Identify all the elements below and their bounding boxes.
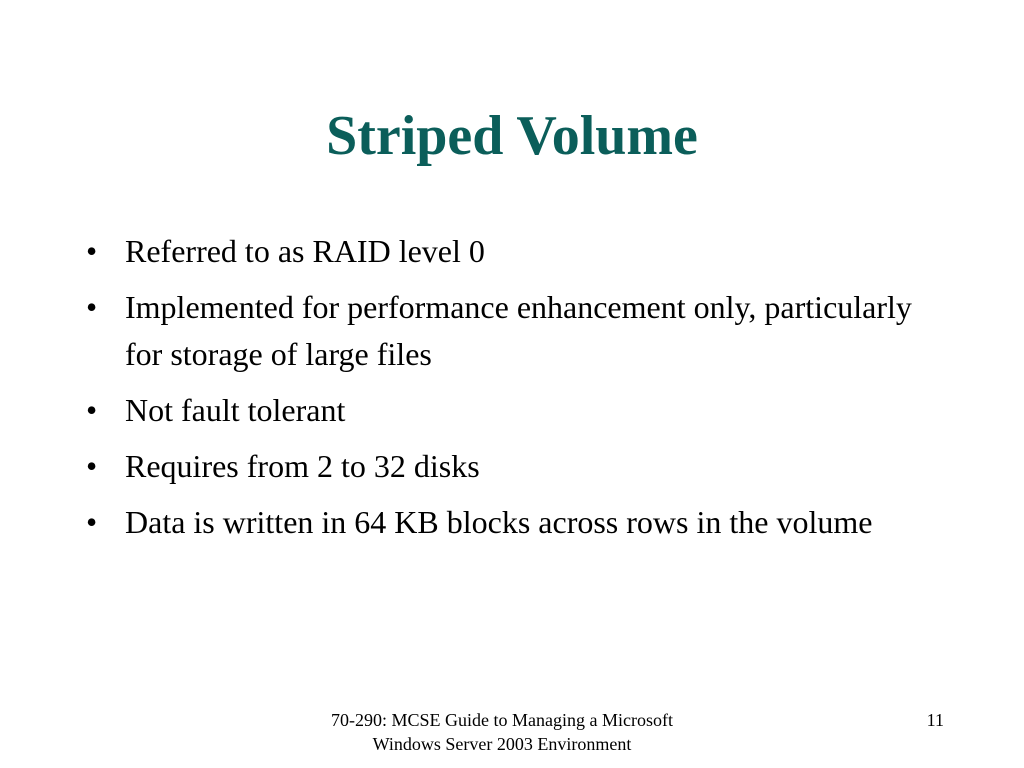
bullet-dot-icon: • xyxy=(86,392,98,428)
bullet-dot-icon: • xyxy=(86,504,98,540)
bullet-text: Not fault tolerant xyxy=(125,392,346,428)
bullet-item xyxy=(86,387,946,434)
slide-title: Striped Volume xyxy=(326,105,698,167)
bullet-text: Requires from 2 to 32 disks xyxy=(125,448,480,484)
bullet-item xyxy=(86,228,946,275)
bullet-item xyxy=(86,284,946,378)
bullet-text: Implemented for performance enhancement only, particularly for storage of large files xyxy=(125,289,912,372)
footer-line-1: 70-290: MCSE Guide to Managing a Microsoft xyxy=(331,710,673,730)
bullet-item xyxy=(86,499,946,546)
bullet-list xyxy=(86,228,946,555)
bullet-text: Data is written in 64 KB blocks across rows in the volume xyxy=(125,504,873,540)
page-number: 11 xyxy=(926,710,944,730)
bullet-text: Referred to as RAID level 0 xyxy=(125,233,485,269)
slide-footer xyxy=(300,708,704,756)
bullet-dot-icon: • xyxy=(86,289,98,325)
bullet-dot-icon: • xyxy=(86,233,98,269)
bullet-dot-icon: • xyxy=(86,448,98,484)
footer-line-2: Windows Server 2003 Environment xyxy=(372,734,632,754)
bullet-item xyxy=(86,443,946,490)
